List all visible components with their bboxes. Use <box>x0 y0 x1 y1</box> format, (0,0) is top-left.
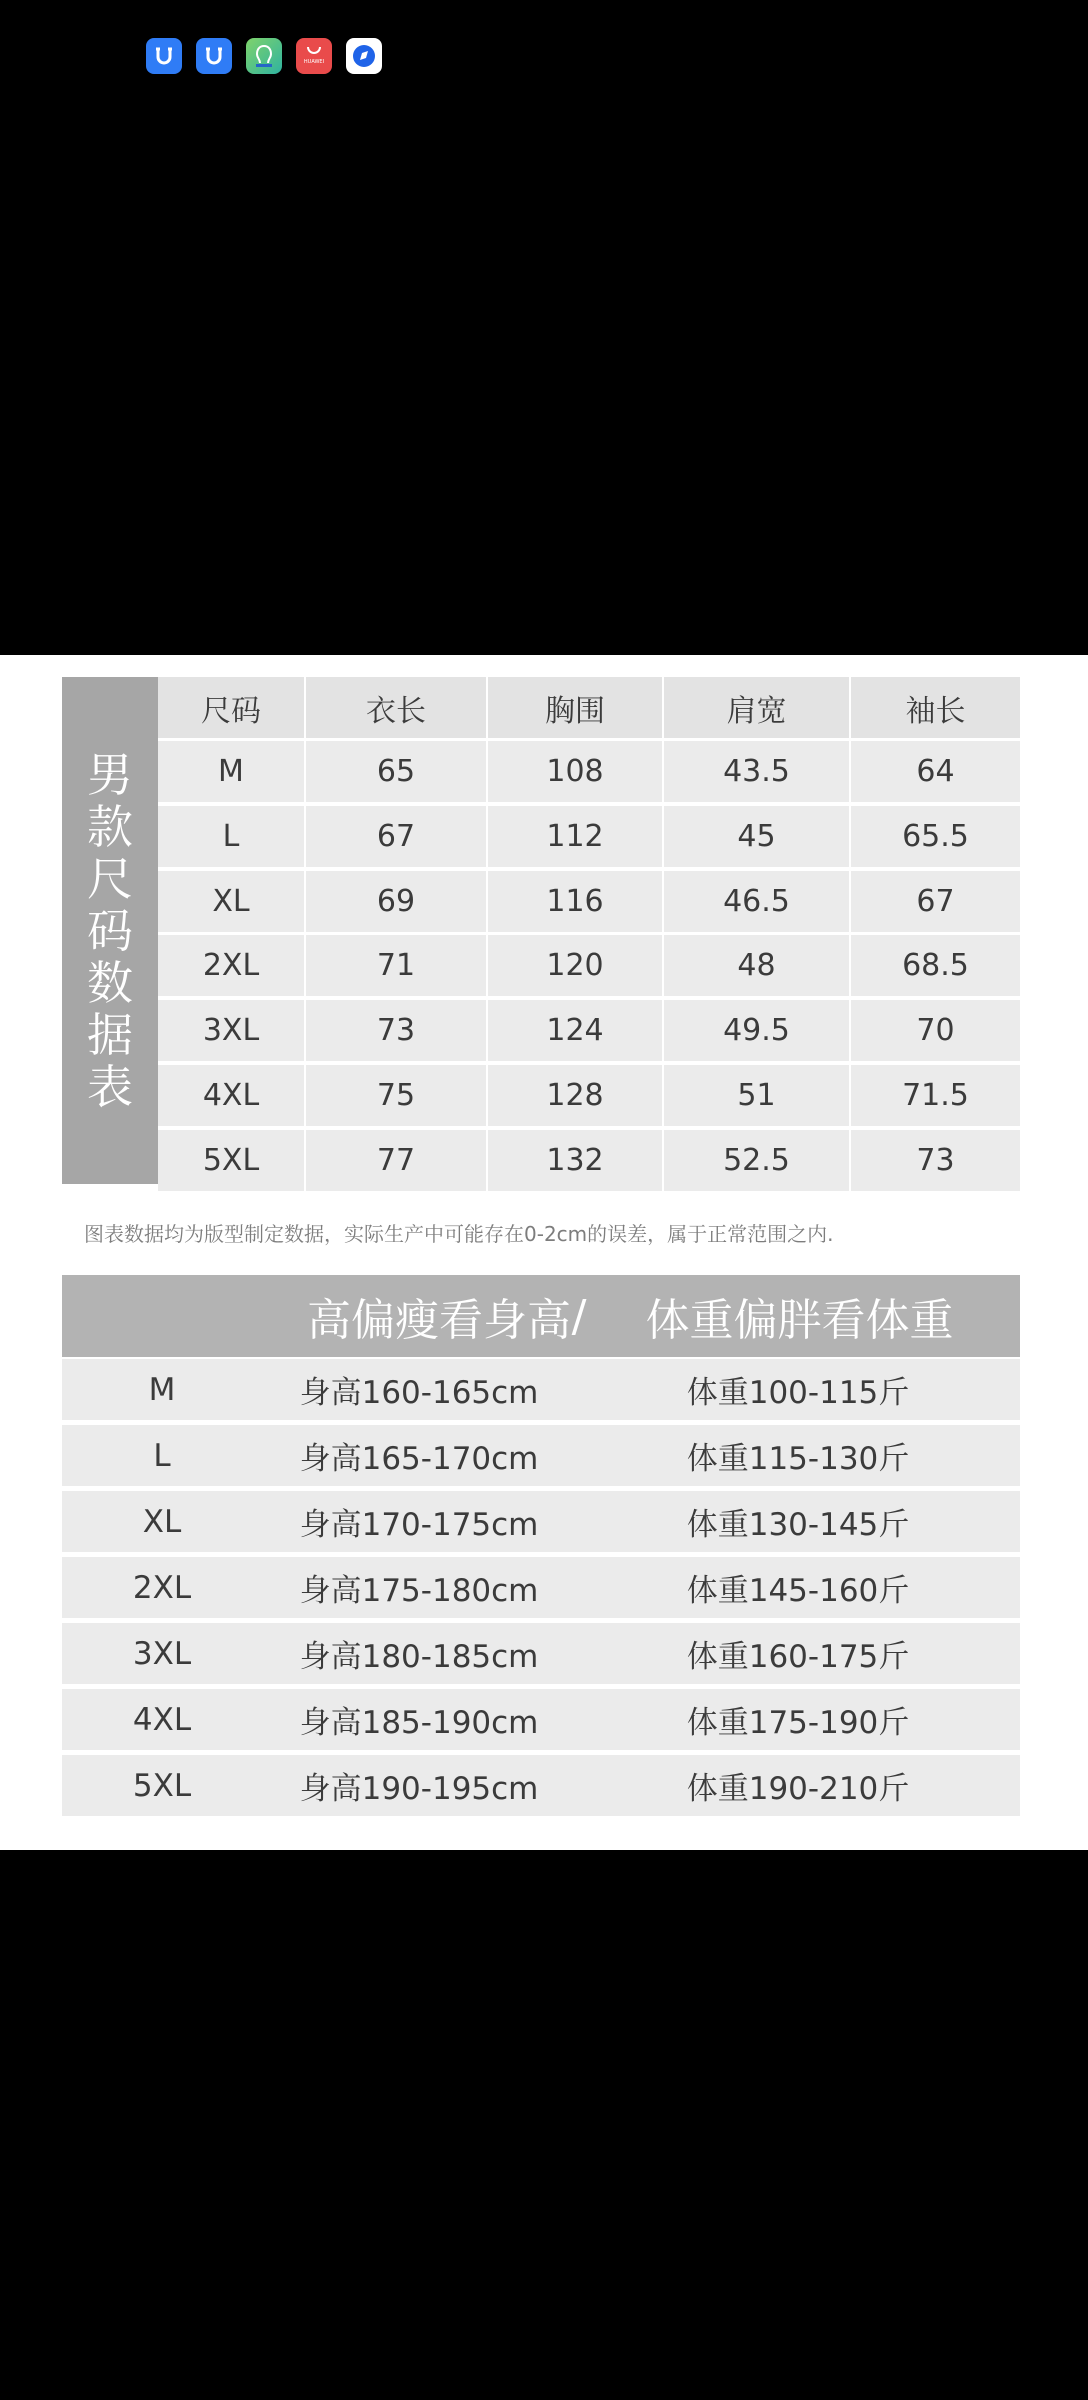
size-table-cell: 77 <box>306 1130 486 1191</box>
size-table-cell: 71 <box>306 935 486 996</box>
size-table-cell: 67 <box>851 871 1020 932</box>
size-table-cell: 51 <box>664 1065 849 1126</box>
size-table-row <box>158 935 1020 996</box>
hw-size-cell: 4XL <box>132 1701 192 1738</box>
header-shoulder: 肩宽 <box>664 677 849 738</box>
side-title-char: 码 <box>87 903 133 958</box>
size-table-row <box>158 1130 1020 1191</box>
header-sleeve: 袖长 <box>851 677 1020 738</box>
size-table-cell: 120 <box>488 935 662 996</box>
size-table-cell: 52.5 <box>664 1130 849 1191</box>
size-table-cell: 5XL <box>158 1130 304 1191</box>
size-table-header-row <box>158 677 1020 738</box>
header-height-text: 高偏瘦看身高 <box>307 1295 571 1346</box>
size-table-cell: 49.5 <box>664 1000 849 1061</box>
size-table-cell: 43.5 <box>664 741 849 802</box>
size-table-cell: 3XL <box>158 1000 304 1061</box>
size-table-side-title <box>62 677 158 1184</box>
size-table-cell: 2XL <box>158 935 304 996</box>
side-title-char: 表 <box>87 1059 133 1114</box>
hw-size-cell: 5XL <box>132 1767 192 1804</box>
height-weight-table <box>62 1275 1020 1819</box>
size-table-cell: 68.5 <box>851 935 1020 996</box>
size-table-cell: 46.5 <box>664 871 849 932</box>
hw-size-cell: L <box>153 1437 171 1474</box>
size-table-cell: 65 <box>306 741 486 802</box>
size-table-cell: 4XL <box>158 1065 304 1126</box>
height-weight-row <box>62 1623 1020 1684</box>
hw-size-cell: 2XL <box>132 1569 192 1606</box>
hw-height-cell: 身高160-165cm <box>299 1375 539 1411</box>
hw-weight-cell: 体重115-130斤 <box>686 1441 910 1477</box>
header-weight-text: 体重偏胖看体重 <box>645 1295 954 1346</box>
size-table-row <box>158 871 1020 932</box>
hw-height-cell: 身高185-190cm <box>299 1705 539 1741</box>
size-table-grid <box>158 677 1020 1184</box>
measurement-note: 图表数据均为版型制定数据，实际生产中可能存在0-2cm的误差，属于正常范围之内. <box>84 1222 834 1246</box>
hw-weight-cell: 体重190-210斤 <box>686 1771 910 1807</box>
height-weight-row <box>62 1755 1020 1816</box>
size-table-row <box>158 1065 1020 1126</box>
size-table-cell: 67 <box>306 806 486 867</box>
side-title-char: 尺 <box>87 851 133 906</box>
size-table-cell: L <box>158 806 304 867</box>
size-table-cell: 64 <box>851 741 1020 802</box>
hw-height-cell: 身高175-180cm <box>299 1573 539 1609</box>
side-title-char: 据 <box>87 1007 133 1062</box>
hw-weight-cell: 体重145-160斤 <box>686 1573 910 1609</box>
blue-circle-app-icon <box>346 38 382 74</box>
blue-u-app-icon <box>196 38 232 74</box>
size-table-cell: 48 <box>664 935 849 996</box>
huawei-app-icon <box>296 38 332 74</box>
hw-size-cell: M <box>148 1371 176 1408</box>
header-size: 尺码 <box>158 677 304 738</box>
size-table-cell: 108 <box>488 741 662 802</box>
size-table-row <box>158 741 1020 802</box>
header-chest: 胸围 <box>488 677 662 738</box>
size-table-row <box>158 806 1020 867</box>
height-weight-row <box>62 1491 1020 1552</box>
side-title-char: 数 <box>87 955 133 1010</box>
size-table-cell: 116 <box>488 871 662 932</box>
size-table-cell: XL <box>158 871 304 932</box>
blue-u-app-icon <box>146 38 182 74</box>
hw-weight-cell: 体重100-115斤 <box>686 1375 910 1411</box>
green-app-icon <box>246 38 282 74</box>
size-table-cell: 124 <box>488 1000 662 1061</box>
header-length: 衣长 <box>306 677 486 738</box>
size-table-cell: M <box>158 741 304 802</box>
height-weight-row <box>62 1425 1020 1486</box>
hw-size-cell: XL <box>142 1503 182 1540</box>
hw-weight-cell: 体重175-190斤 <box>686 1705 910 1741</box>
status-bar-app-icons <box>146 38 382 74</box>
side-title-char: 男 <box>87 747 133 802</box>
hw-weight-cell: 体重160-175斤 <box>686 1639 910 1675</box>
size-table-cell: 73 <box>851 1130 1020 1191</box>
height-weight-row <box>62 1557 1020 1618</box>
size-table-cell: 73 <box>306 1000 486 1061</box>
size-table-cell: 69 <box>306 871 486 932</box>
size-table-cell: 112 <box>488 806 662 867</box>
mens-size-table <box>62 677 1020 1184</box>
hw-weight-cell: 体重130-145斤 <box>686 1507 910 1543</box>
size-table-cell: 128 <box>488 1065 662 1126</box>
side-title-char: 款 <box>87 799 133 854</box>
size-table-row <box>158 1000 1020 1061</box>
size-table-cell: 70 <box>851 1000 1020 1061</box>
size-table-cell: 132 <box>488 1130 662 1191</box>
hw-height-cell: 身高190-195cm <box>299 1771 539 1807</box>
svg-text:HUAWEI: HUAWEI <box>303 59 325 65</box>
size-table-cell: 65.5 <box>851 806 1020 867</box>
hw-size-cell: 3XL <box>132 1635 192 1672</box>
height-weight-row <box>62 1359 1020 1420</box>
hw-height-cell: 身高165-170cm <box>299 1441 539 1477</box>
height-weight-header <box>62 1275 1020 1357</box>
size-table-cell: 71.5 <box>851 1065 1020 1126</box>
size-table-cell: 75 <box>306 1065 486 1126</box>
height-weight-row <box>62 1689 1020 1750</box>
size-table-cell: 45 <box>664 806 849 867</box>
hw-height-cell: 身高170-175cm <box>299 1507 539 1543</box>
header-slash: / <box>571 1290 587 1342</box>
hw-height-cell: 身高180-185cm <box>299 1639 539 1675</box>
